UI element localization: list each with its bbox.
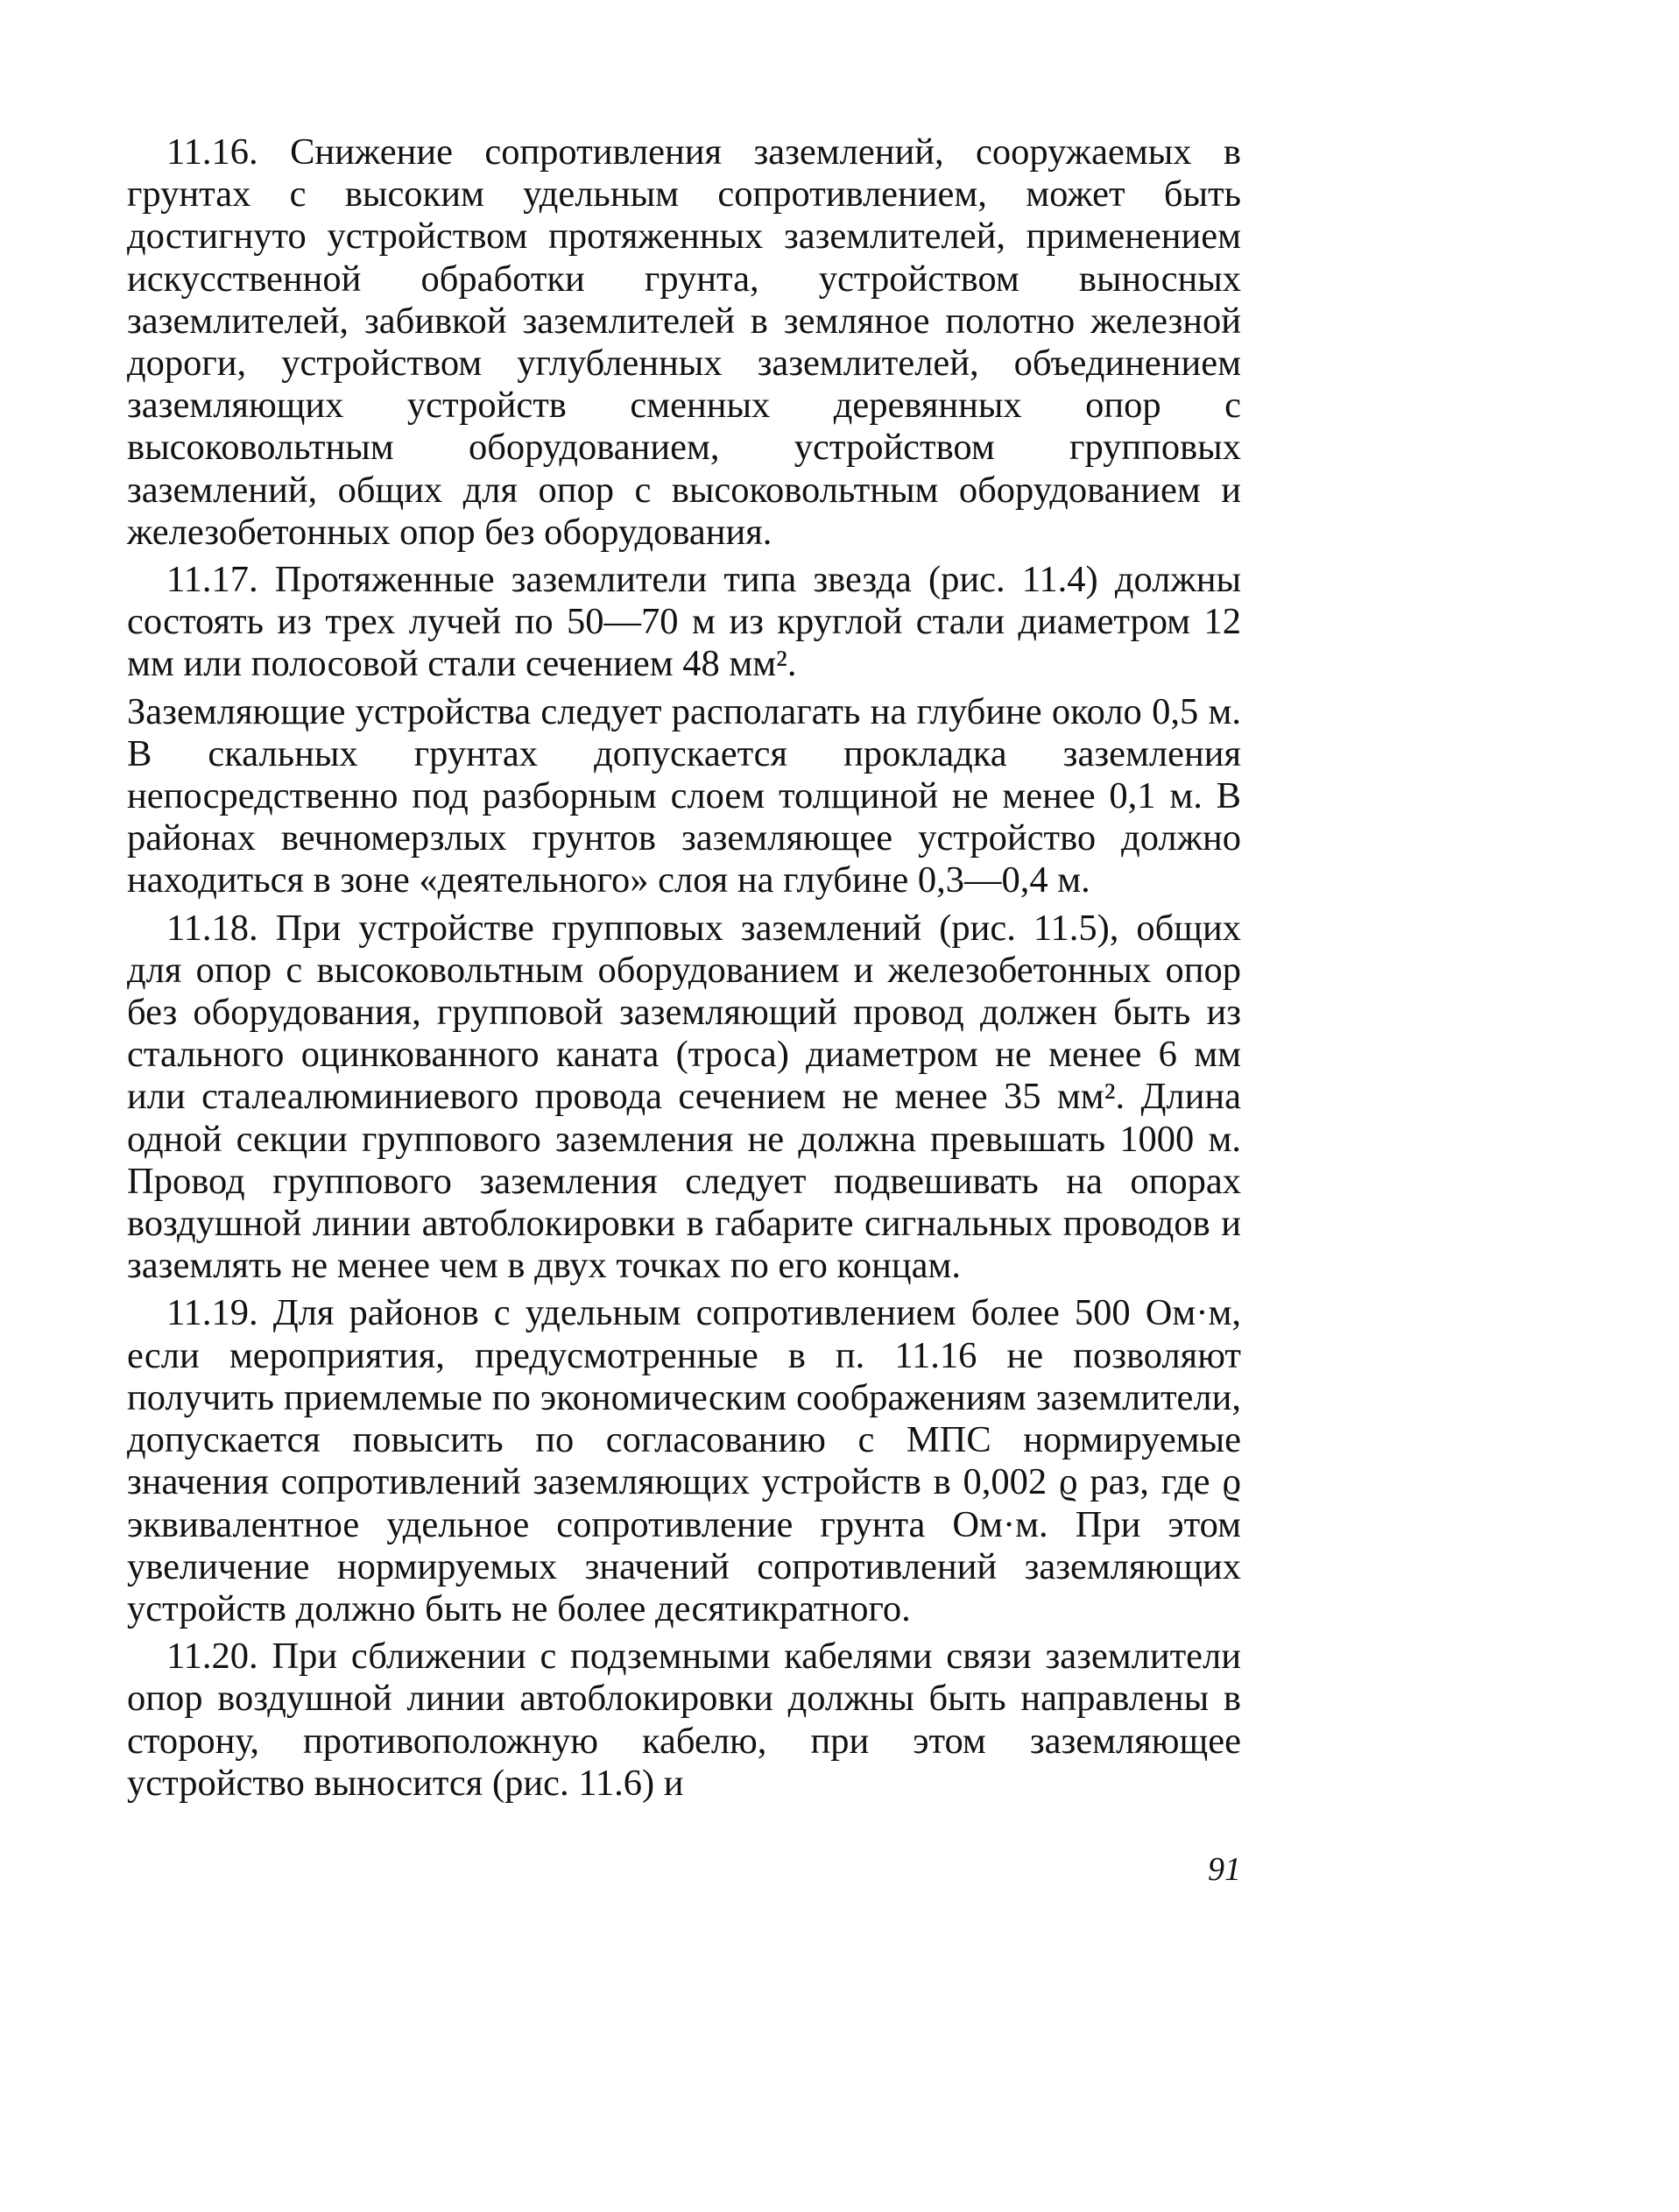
paragraph-11-20: 11.20. При сближении с подземными кабелями связи заземлители опор воздушной линии автоблокировки должны быть направлены в сторону, противоположную кабелю, при этом заземляющее устройство выносится (рис. 11.6) и	[127, 1636, 1241, 1804]
paragraph-11-16: 11.16. Снижение сопротивления заземлений, сооружаемых в грунтах с высоким удельным сопротивлением, может быть достигнуто устройством протяженных заземлителей, применением искусственной обработки грунта, устройством выносных заземлителей, забивкой заземлителей в земляное полотно железной дороги, устройством углубленных заземлителей, объединением заземляющих устройств сменных деревянных опор с высоковольтным оборудованием, устройством групповых заземлений, общих для опор с высоковольтным оборудованием и железобетонных опор без оборудования.	[127, 131, 1241, 553]
paragraph-11-17-continuation: Заземляющие устройства следует располагать на глубине около 0,5 м. В скальных грунтах допускается прокладка заземления непосредственно под разборным слоем толщиной не менее 0,1 м. В районах вечномерзлых грунтов заземляющее устройство должно находиться в зоне «деятельного» слоя на глубине 0,3—0,4 м.	[127, 690, 1241, 901]
page-body	[127, 131, 1241, 1805]
paragraph-11-17: 11.17. Протяженные заземлители типа звезда (рис. 11.4) должны состоять из трех лучей по 50—70 м из круглой стали диаметром 12 мм или полосовой стали сечением 48 мм².	[127, 559, 1241, 685]
page-number: 91	[1208, 1851, 1241, 1888]
paragraph-11-18: 11.18. При устройстве групповых заземлений (рис. 11.5), общих для опор с высоковольтным оборудованием и железобетонных опор без оборудования, групповой заземляющий провод должен быть из стального оцинкованного каната (троса) диаметром не менее 6 мм или сталеалюминиевого провода сечением не менее 35 мм². Длина одной секции группового заземления не должна превышать 1000 м. Провод группового заземления следует подвешивать на опорах воздушной линии автоблокировки в габарите сигнальных проводов и заземлять не менее чем в двух точках по его концам.	[127, 907, 1241, 1287]
paragraph-11-19: 11.19. Для районов с удельным сопротивлением более 500 Ом·м, если мероприятия, предусмотренные в п. 11.16 не позволяют получить приемлемые по экономическим соображениям заземлители, допускается повысить по согласованию с МПС нормируемые значения сопротивлений заземляющих устройств в 0,002 ϱ раз, где ϱ эквивалентное удельное сопротивление грунта Ом·м. При этом увеличение нормируемых значений сопротивлений заземляющих устройств должно быть не более десятикратного.	[127, 1292, 1241, 1629]
